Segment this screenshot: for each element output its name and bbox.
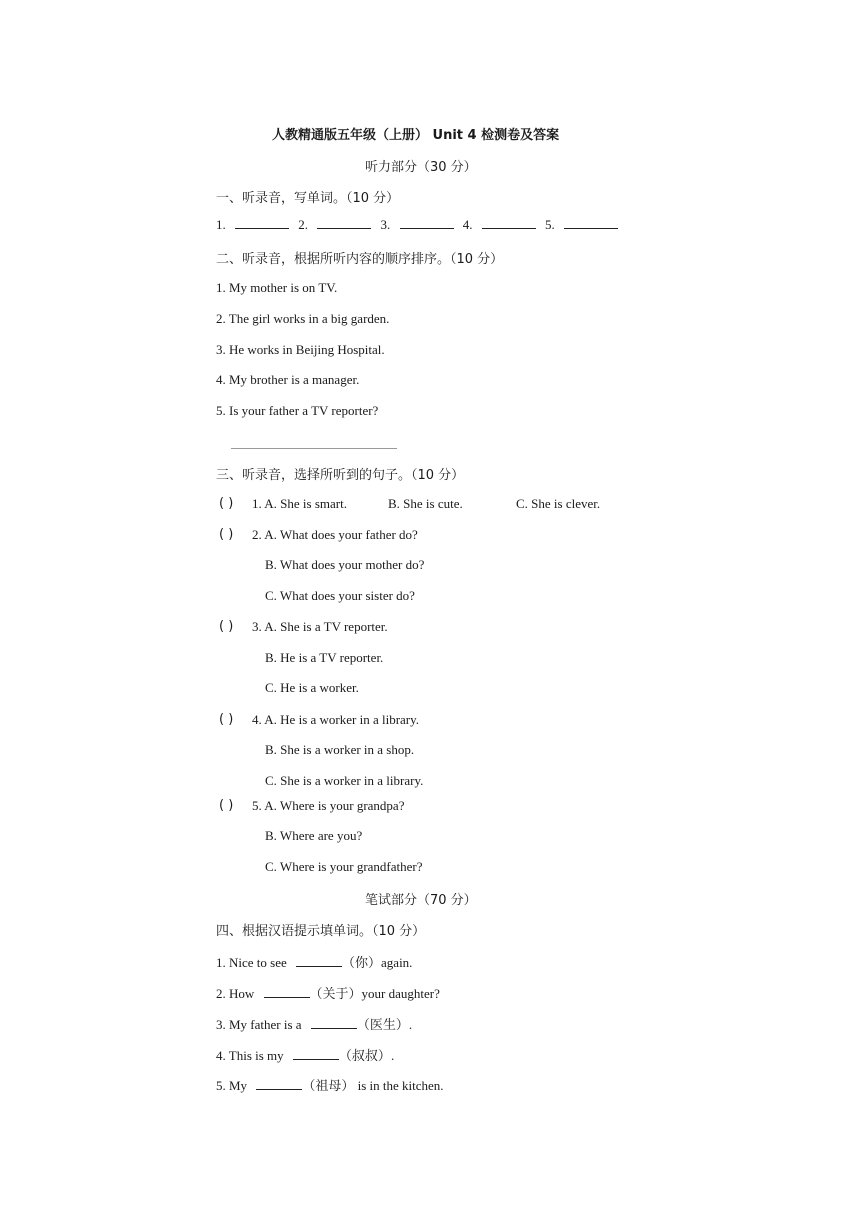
written-part-header: 笔试部分（70 分） — [365, 893, 477, 908]
answer-blank[interactable] — [235, 218, 289, 229]
option-b: B. What does your mother do? — [265, 557, 425, 572]
option-c: C. She is a worker in a library. — [265, 773, 424, 788]
option-b: B. She is a worker in a shop. — [265, 742, 415, 757]
list-item: 3. He works in Beijing Hospital. — [216, 342, 385, 357]
answer-blank[interactable] — [311, 1018, 357, 1029]
answer-blank[interactable] — [317, 218, 371, 229]
option-b: B. He is a TV reporter. — [265, 650, 384, 665]
divider-line — [231, 448, 397, 449]
option-c: C. What does your sister do? — [265, 588, 415, 603]
fill-item — [216, 952, 412, 971]
fill-item-suffix: again. — [381, 955, 413, 970]
section-1-heading: 一、听录音，写单词。（10 分） — [216, 191, 400, 206]
fill-item-suffix: your daughter? — [361, 986, 440, 1001]
section-3-heading: 三、听录音，选择所听到的句子。（10 分） — [216, 468, 465, 483]
option-a: 2. A. What does your father do? — [252, 527, 418, 542]
fill-item-prefix: 2. How — [216, 986, 255, 1001]
hint-text: （叔叔） — [338, 1049, 391, 1064]
option-a: 3. A. She is a TV reporter. — [252, 619, 388, 634]
answer-blank[interactable] — [400, 218, 454, 229]
listening-part-header: 听力部分（30 分） — [365, 160, 477, 175]
list-item: 1. My mother is on TV. — [216, 280, 338, 295]
blank-number: 5. — [545, 217, 555, 232]
option-a: 4. A. He is a worker in a library. — [252, 712, 420, 727]
section-1-blanks — [216, 217, 624, 233]
fill-item-suffix: is in the kitchen. — [357, 1078, 444, 1093]
answer-blank[interactable] — [256, 1079, 302, 1090]
option-b: B. She is cute. — [388, 496, 463, 511]
fill-item-prefix: 1. Nice to see — [216, 955, 287, 970]
blank-number: 3. — [380, 217, 391, 232]
list-item: 2. The girl works in a big garden. — [216, 311, 390, 326]
option-a: 5. A. Where is your grandpa? — [252, 798, 405, 813]
fill-item-prefix: 5. My — [216, 1078, 248, 1093]
answer-paren[interactable]: ( ) — [219, 712, 234, 727]
fill-item-prefix: 4. This is my — [216, 1048, 284, 1063]
answer-blank[interactable] — [296, 956, 342, 967]
page-title: 人教精通版五年级（上册） Unit 4 检测卷及答案 — [272, 128, 560, 143]
fill-item — [216, 1014, 412, 1033]
answer-blank[interactable] — [293, 1049, 339, 1060]
hint-text: （关于） — [309, 987, 362, 1002]
list-item: 4. My brother is a manager. — [216, 372, 360, 387]
hint-text: （医生） — [356, 1018, 409, 1033]
option-b: B. Where are you? — [265, 828, 363, 843]
answer-paren[interactable]: ( ) — [219, 798, 234, 813]
blank-number: 4. — [462, 217, 473, 232]
answer-blank[interactable] — [264, 987, 310, 998]
option-a: 1. A. She is smart. — [252, 496, 347, 511]
fill-item — [216, 983, 440, 1002]
answer-blank[interactable] — [564, 218, 618, 229]
answer-paren[interactable]: ( ) — [219, 527, 234, 542]
option-c: C. Where is your grandfather? — [265, 859, 423, 874]
fill-item-prefix: 3. My father is a — [216, 1017, 302, 1032]
section-2-heading: 二、听录音，根据所听内容的顺序排序。（10 分） — [216, 252, 504, 267]
fill-item — [216, 1045, 394, 1064]
fill-item-suffix: . — [408, 1017, 413, 1032]
option-c: C. He is a worker. — [265, 680, 359, 695]
answer-blank[interactable] — [482, 218, 536, 229]
answer-paren[interactable]: ( ) — [219, 496, 234, 511]
fill-item-suffix: . — [390, 1048, 395, 1063]
blank-number: 1. — [216, 217, 226, 232]
section-4-heading: 四、根据汉语提示填单词。（10 分） — [216, 924, 426, 939]
option-c: C. She is clever. — [516, 496, 601, 511]
fill-item — [216, 1075, 444, 1094]
list-item: 5. Is your father a TV reporter? — [216, 403, 379, 418]
hint-text: （祖母） — [302, 1079, 355, 1094]
blank-number: 2. — [298, 217, 308, 232]
hint-text: （你） — [342, 956, 382, 971]
answer-paren[interactable]: ( ) — [219, 619, 234, 634]
